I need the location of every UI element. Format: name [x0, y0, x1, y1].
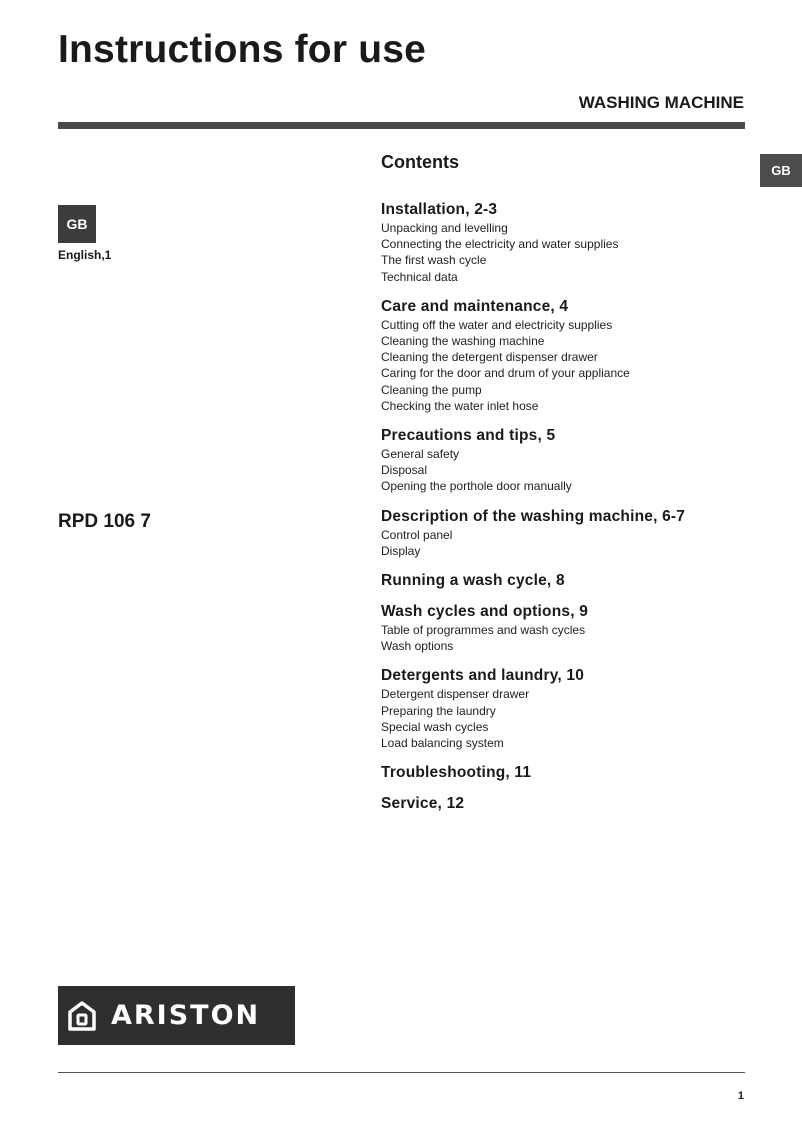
toc-item-list — [381, 317, 761, 414]
toc-item: Cleaning the detergent dispenser drawer — [381, 350, 598, 365]
brand-name: ARISTON — [111, 1000, 261, 1031]
toc-section — [381, 508, 761, 559]
page-title: Instructions for use — [58, 28, 427, 71]
toc-item: Display — [381, 543, 421, 558]
toc-section-title: Detergents and laundry, 10 — [381, 667, 585, 685]
toc-item: Caring for the door and drum of your appliance — [381, 366, 630, 381]
toc-section-title: Troubleshooting, 11 — [381, 764, 532, 782]
toc-section-title: Description of the washing machine, 6-7 — [381, 507, 686, 525]
toc-item-list — [381, 220, 761, 285]
toc-item: Preparing the laundry — [381, 703, 496, 718]
toc-item-list — [381, 527, 761, 559]
toc-section-title: Running a wash cycle, 8 — [381, 572, 565, 590]
page-number: 1 — [737, 1090, 744, 1102]
language-side-tab: GB — [760, 154, 802, 187]
toc-item: Special wash cycles — [381, 719, 489, 734]
toc-item-list — [381, 622, 761, 654]
toc-section — [381, 298, 761, 414]
toc-item: Load balancing system — [381, 736, 504, 751]
toc-section-title: Service, 12 — [381, 795, 465, 813]
toc-section — [381, 795, 761, 813]
table-of-contents — [381, 201, 761, 826]
toc-section-title: Precautions and tips, 5 — [381, 427, 556, 445]
toc-section — [381, 427, 761, 495]
model-number: RPD 106 7 — [58, 511, 151, 532]
toc-item: General safety — [381, 447, 460, 462]
toc-section — [381, 572, 761, 590]
toc-item: Cleaning the washing machine — [381, 334, 545, 349]
toc-section — [381, 603, 761, 654]
toc-section — [381, 201, 761, 285]
toc-item: Cutting off the water and electricity supplies — [381, 317, 613, 332]
toc-item: Opening the porthole door manually — [381, 479, 572, 494]
toc-section — [381, 667, 761, 751]
toc-section-title: Care and maintenance, 4 — [381, 297, 569, 315]
toc-item: Unpacking and levelling — [381, 221, 508, 235]
toc-item: Disposal — [381, 463, 428, 478]
toc-item: Detergent dispenser drawer — [381, 687, 530, 702]
contents-heading: Contents — [381, 152, 459, 172]
toc-section-title: Installation, 2-3 — [381, 201, 498, 218]
toc-item-list — [381, 446, 761, 495]
language-label: English,1 — [58, 248, 112, 262]
toc-item: Table of programmes and wash cycles — [381, 623, 586, 638]
brand-logo — [58, 986, 295, 1045]
header-divider — [58, 122, 745, 129]
toc-item: Control panel — [381, 527, 453, 542]
toc-section — [381, 764, 761, 782]
toc-item: Wash options — [381, 639, 454, 654]
toc-item: Connecting the electricity and water supplies — [381, 237, 619, 252]
toc-item: Checking the water inlet hose — [381, 398, 539, 413]
footer-divider — [58, 1072, 745, 1073]
toc-section-title: Wash cycles and options, 9 — [381, 603, 589, 621]
language-badge: GB — [58, 205, 96, 243]
toc-item: Technical data — [381, 269, 458, 284]
toc-item-list — [381, 686, 761, 751]
toc-item: The first wash cycle — [381, 253, 487, 268]
document-subtitle: WASHING MACHINE — [578, 93, 744, 112]
house-icon — [67, 1000, 97, 1032]
toc-item: Cleaning the pump — [381, 382, 482, 397]
